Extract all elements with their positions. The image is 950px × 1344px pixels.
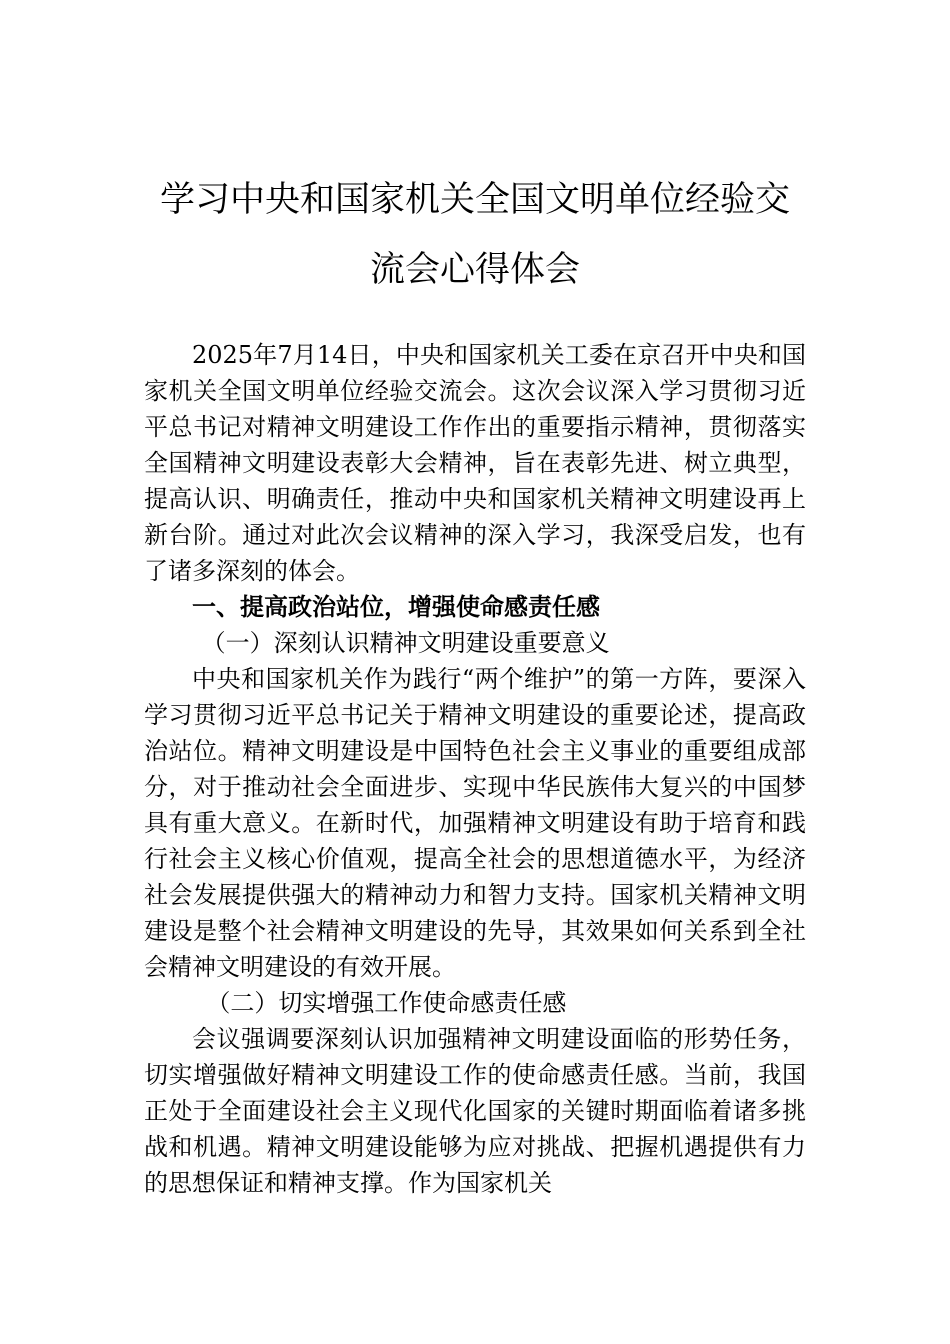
body-paragraph-1: 中央和国家机关作为践行“两个维护”的第一方阵，要深入学习贯彻习近平总书记关于精神文明建设的重要论述，提高政治站位。精神文明建设是中国特色社会主义事业的重要组成部分，对于推动社会全面进步、实现中华民族伟大复兴的中国梦具有重大意义。在新时代，加强精神文明建设有助于培育和践行社会主义核心价值观，提高全社会的思想道德水平，为经济社会发展提供强大的精神动力和智力支持。国家机关精神文明建设是整个社会精神文明建设的先导，其效果如何关系到全社会精神文明建设的有效开展。 — [144, 665, 806, 981]
document-body — [144, 337, 806, 1201]
document-title-line-1: 学习中央和国家机关全国文明单位经验交 — [159, 180, 790, 220]
subsection-heading-1: （一）深刻认识精神文明建设重要意义 — [201, 629, 610, 657]
body-paragraph-2: 会议强调要深刻认识加强精神文明建设面临的形势任务，切实增强做好精神文明建设工作的使命感责任感。当前，我国正处于全面建设社会主义现代化国家的关键时期面临着诸多挑战和机遇。精神文明建设能够为应对挑战、把握机遇提供有力的思想保证和精神支撑。作为国家机关 — [144, 1025, 806, 1197]
intro-paragraph: 2025年7月14日，中央和国家机关工委在京召开中央和国家机关全国文明单位经验交流会。这次会议深入学习贯彻习近平总书记对精神文明建设工作作出的重要指示精神，贯彻落实全国精神文明建设表彰大会精神，旨在表彰先进、树立典型，提高认识、明确责任，推动中央和国家机关精神文明建设再上新台阶。通过对此次会议精神的深入学习，我深受启发，也有了诸多深刻的体会。 — [144, 341, 806, 585]
subsection-heading-2: （二）切实增强工作使命感责任感 — [206, 989, 567, 1017]
document-title-line-2: 流会心得体会 — [369, 250, 580, 290]
section-heading-1: 一、提高政治站位，增强使命感责任感 — [192, 593, 600, 621]
